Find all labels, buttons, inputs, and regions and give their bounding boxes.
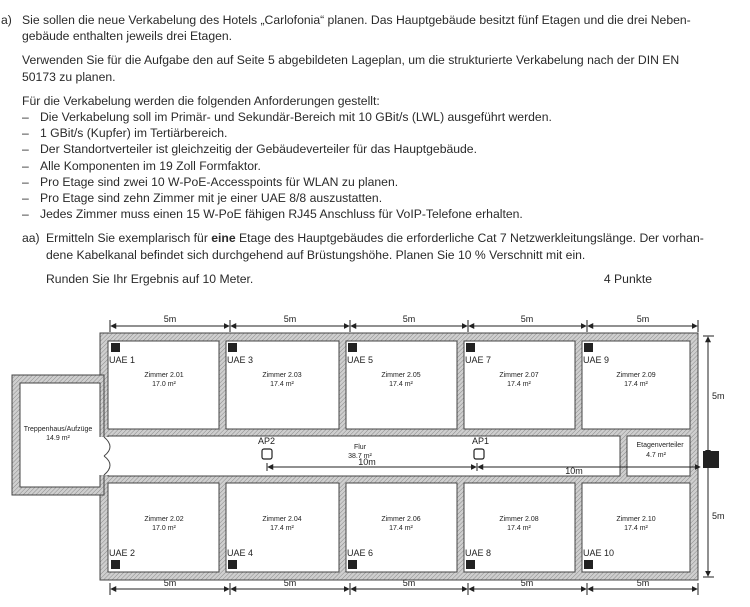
- uae-socket-icon: [584, 560, 593, 569]
- requirements-intro: Für die Verkabelung werden die folgenden Anforderungen gestellt:: [22, 93, 380, 108]
- uae-label: UAE 3: [227, 355, 254, 365]
- room-name: Zimmer 2.04: [262, 516, 302, 523]
- room-area: 17.4 m²: [389, 381, 413, 388]
- corridor-area: 38.7 m²: [348, 453, 372, 460]
- label-a: a): [1, 13, 12, 27]
- emphasis-eine: eine: [211, 231, 236, 246]
- requirement-item: – Pro Etage sind zehn Zimmer mit je einer UAE 8/8 auszustatten.: [22, 191, 383, 206]
- requirement-item: – Die Verkabelung soll im Primär- und Sekundär-Bereich mit 10 GBit/s (LWL) ausgeführt werden.: [22, 110, 552, 125]
- room-name: Zimmer 2.06: [381, 516, 421, 523]
- uae-label: UAE 2: [109, 548, 136, 558]
- uae-label: UAE 10: [583, 548, 615, 558]
- room-name: Zimmer 2.09: [616, 372, 656, 379]
- dim-label: 5m: [283, 314, 297, 324]
- intro-line-2: gebäude enthalten jeweils drei Etagen.: [22, 29, 233, 44]
- room-area: 17.4 m²: [507, 381, 531, 388]
- plan-line-2: 50173 zu planen.: [22, 69, 116, 84]
- dim-label: 5m: [163, 314, 177, 324]
- uae-label: UAE 1: [109, 355, 136, 365]
- uae-socket-icon: [111, 560, 120, 569]
- room-name: Zimmer 2.05: [381, 372, 421, 379]
- floor-distributor-rack-icon: [703, 451, 719, 468]
- ap-label: AP2: [258, 436, 276, 446]
- dim-label: 5m: [712, 511, 725, 521]
- distributor-name: Etagenverteiler: [636, 442, 684, 449]
- room-name: Zimmer 2.02: [144, 516, 184, 523]
- intro-line-1: Sie sollen die neue Verkabelung des Hotels „Carlofonia“ planen. Das Hauptgebäude besitzt fünf Etagen und die drei Neben-: [22, 13, 691, 27]
- plan-line-1: Verwenden Sie für die Aufgabe den auf Seite 5 abgebildeten Lageplan, um die strukturierte Verkabelung nach der DIN EN: [22, 53, 680, 68]
- uae-label: UAE 4: [227, 548, 254, 558]
- ap-label: AP1: [472, 436, 490, 446]
- access-point-icon: [262, 449, 272, 459]
- uae-socket-icon: [466, 560, 475, 569]
- top-dimensions: [110, 314, 698, 332]
- stairwell-area: 14.9 m²: [46, 435, 70, 442]
- dim-label: 5m: [636, 578, 650, 588]
- requirement-item: – Pro Etage sind zwei 10 W-PoE-Accesspoints für WLAN zu planen.: [22, 174, 399, 189]
- dim-label: 5m: [402, 578, 416, 588]
- room-area: 17.0 m²: [152, 381, 176, 388]
- dim-label: 5m: [520, 578, 534, 588]
- room-name: Zimmer 2.07: [499, 372, 539, 379]
- requirement-item: – 1 GBit/s (Kupfer) im Tertiärbereich.: [22, 126, 228, 141]
- uae-socket-icon: [348, 343, 357, 352]
- requirement-item: – Alle Komponenten im 19 Zoll Formfaktor.: [22, 158, 261, 173]
- distributor-area: 4.7 m²: [646, 452, 666, 459]
- dim-label: 10m: [565, 466, 583, 476]
- uae-label: UAE 8: [465, 548, 492, 558]
- room-area: 17.0 m²: [152, 525, 176, 532]
- uae-label: UAE 9: [583, 355, 610, 365]
- room-area: 17.4 m²: [624, 525, 648, 532]
- room-name: Zimmer 2.08: [499, 516, 539, 523]
- dim-label: 5m: [402, 314, 416, 324]
- room-area: 17.4 m²: [624, 381, 648, 388]
- rounding-instruction: Runden Sie Ihr Ergebnis auf 10 Meter.: [46, 271, 254, 286]
- uae-socket-icon: [228, 343, 237, 352]
- uae-label: UAE 5: [347, 355, 374, 365]
- uae-label: UAE 6: [347, 548, 374, 558]
- room-area: 17.4 m²: [389, 525, 413, 532]
- dim-label: 5m: [163, 578, 177, 588]
- access-point-icon: [474, 449, 484, 459]
- uae-socket-icon: [111, 343, 120, 352]
- room-area: 17.4 m²: [270, 525, 294, 532]
- points: 4 Punkte: [603, 271, 652, 286]
- uae-socket-icon: [466, 343, 475, 352]
- dim-label: 5m: [283, 578, 297, 588]
- requirement-item: – Jedes Zimmer muss einen 15 W-PoE fähigen RJ45 Anschluss für VoIP-Telefone erhalten.: [22, 207, 523, 222]
- uae-socket-icon: [228, 560, 237, 569]
- uae-socket-icon: [584, 343, 593, 352]
- bottom-dimensions: [110, 578, 698, 595]
- corridor-name: Flur: [353, 444, 367, 451]
- stairwell-name: Treppenhaus/Aufzüge: [23, 426, 93, 433]
- label-aa: aa): [22, 231, 40, 246]
- dim-label: 10m: [358, 457, 376, 467]
- dim-label: 5m: [520, 314, 534, 324]
- subtask-aa: aa) Ermitteln Sie exemplarisch für eine Etage des Hauptgebäudes die erforderliche Cat 7 Netzwerkleitungslänge. Der vorhan- dene Kabelkanal befindet sich durchgehend auf Brüstungshöhe. Planen Sie 10 % Verschnitt mit ein.: [22, 231, 704, 262]
- requirement-item: – Der Standortverteiler ist gleichzeitig der Gebäudeverteiler für das Hauptgebäude.: [22, 142, 477, 157]
- uae-socket-icon: [348, 560, 357, 569]
- uae-label: UAE 7: [465, 355, 492, 365]
- dim-label: 5m: [712, 391, 725, 401]
- room-area: 17.4 m²: [507, 525, 531, 532]
- room-name: Zimmer 2.03: [262, 372, 302, 379]
- room-name: Zimmer 2.10: [616, 516, 656, 523]
- room-area: 17.4 m²: [270, 381, 294, 388]
- room-name: Zimmer 2.01: [144, 372, 184, 379]
- dim-label: 5m: [636, 314, 650, 324]
